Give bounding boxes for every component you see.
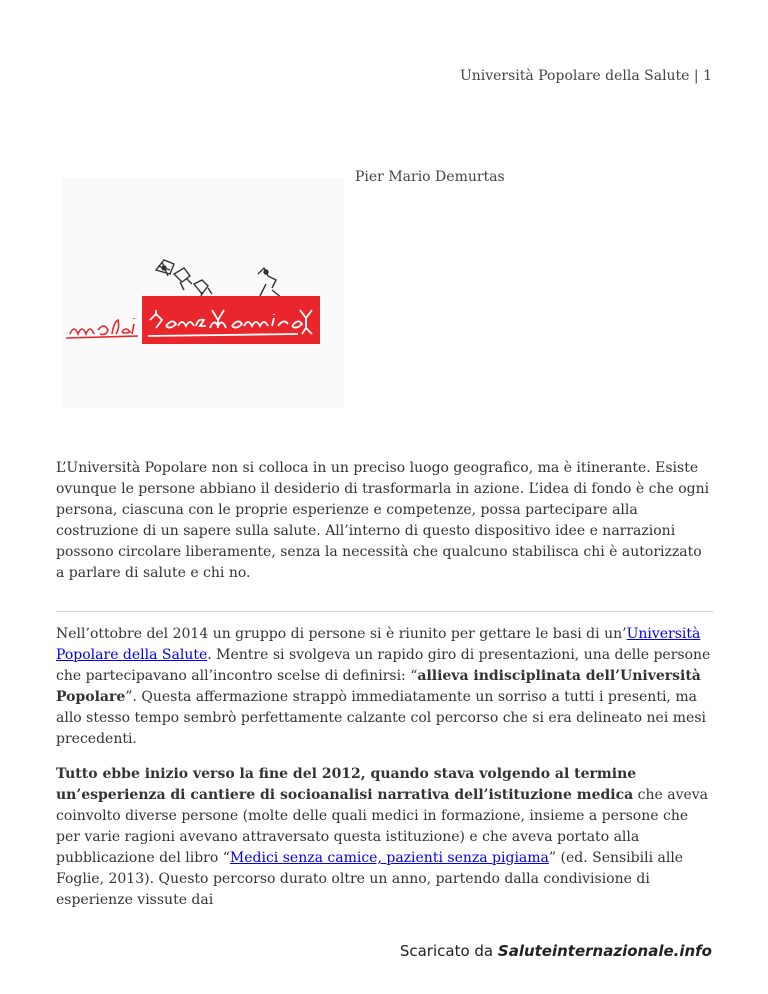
footer-prefix: Scaricato da (399, 942, 498, 960)
logo-red-banner (142, 296, 320, 344)
medici-senza-camice-logo (62, 178, 344, 408)
book-title-link[interactable]: Medici senza camice, pazienti senza pigiama (229, 850, 549, 866)
p2-text-2: . Mentre si svolgeva un rapido giro di presentazioni, una delle persone che partecipavano all’incontro scelse di definirsi: “ (56, 647, 711, 684)
section-divider (56, 611, 713, 612)
p3-text-2: ” (ed. Sensibili alle Foglie, 2013). Questo percorso durato oltre un anno, partendo dalla condivisione di esperienze vissute dai (56, 850, 684, 908)
p3-text-1: che aveva coinvolto diverse persone (molte delle quali medici in formazione, insieme a persone che per varie ragioni avevano attraversato questa istituzione) e che aveva portato alla pubblicazione del libro “ (56, 787, 709, 866)
paragraph-intro (56, 458, 713, 584)
p2-text-1: Nell’ottobre del 2014 un gruppo di persone si è riunito per gettare le basi di un’ (56, 626, 627, 642)
paragraph-october-2014 (56, 624, 713, 750)
page-footer (400, 942, 712, 960)
author-name: Pier Mario Demurtas (355, 169, 505, 185)
footer-site-name: Saluteinternazionale.info (497, 942, 712, 960)
page-header: Università Popolare della Salute | 1 (459, 68, 712, 84)
p2-text-3: ”. Questa affermazione strappò immediatamente un sorriso a tutti i presenti, ma allo stesso tempo sembrò perfettamente calzante col percorso che si era delineato nei mesi precedenti. (56, 689, 706, 747)
p3-bold-intro: Tutto ebbe inizio verso la fine del 2012, quando stava volgendo al termine un’esperienza di cantiere di socioanalisi narrativa dell’istituzione medica (56, 766, 637, 803)
paragraph-2012 (56, 764, 713, 911)
p2-bold-quote: allieva indisciplinata dell’Università Popolare (56, 668, 701, 705)
universita-popolare-link[interactable]: Università Popolare della Salute (56, 626, 701, 663)
paragraph-intro-text: L’Università Popolare non si colloca in un preciso luogo geografico, ma è itinerante. Esiste ovunque le persone abbiano il desiderio di trasformarla in azione. L’idea di fondo è che ogni persona, ciascuna con le proprie esperienze e competenze, possa partecipare alla costruzione di un sapere sulla salute. All’interno di questo dispositivo idee e narrazioni possono circolare liberamente, senza la necessità che qualcuno stabilisca chi è autorizzato a parlare di salute e chi no. (56, 460, 710, 581)
